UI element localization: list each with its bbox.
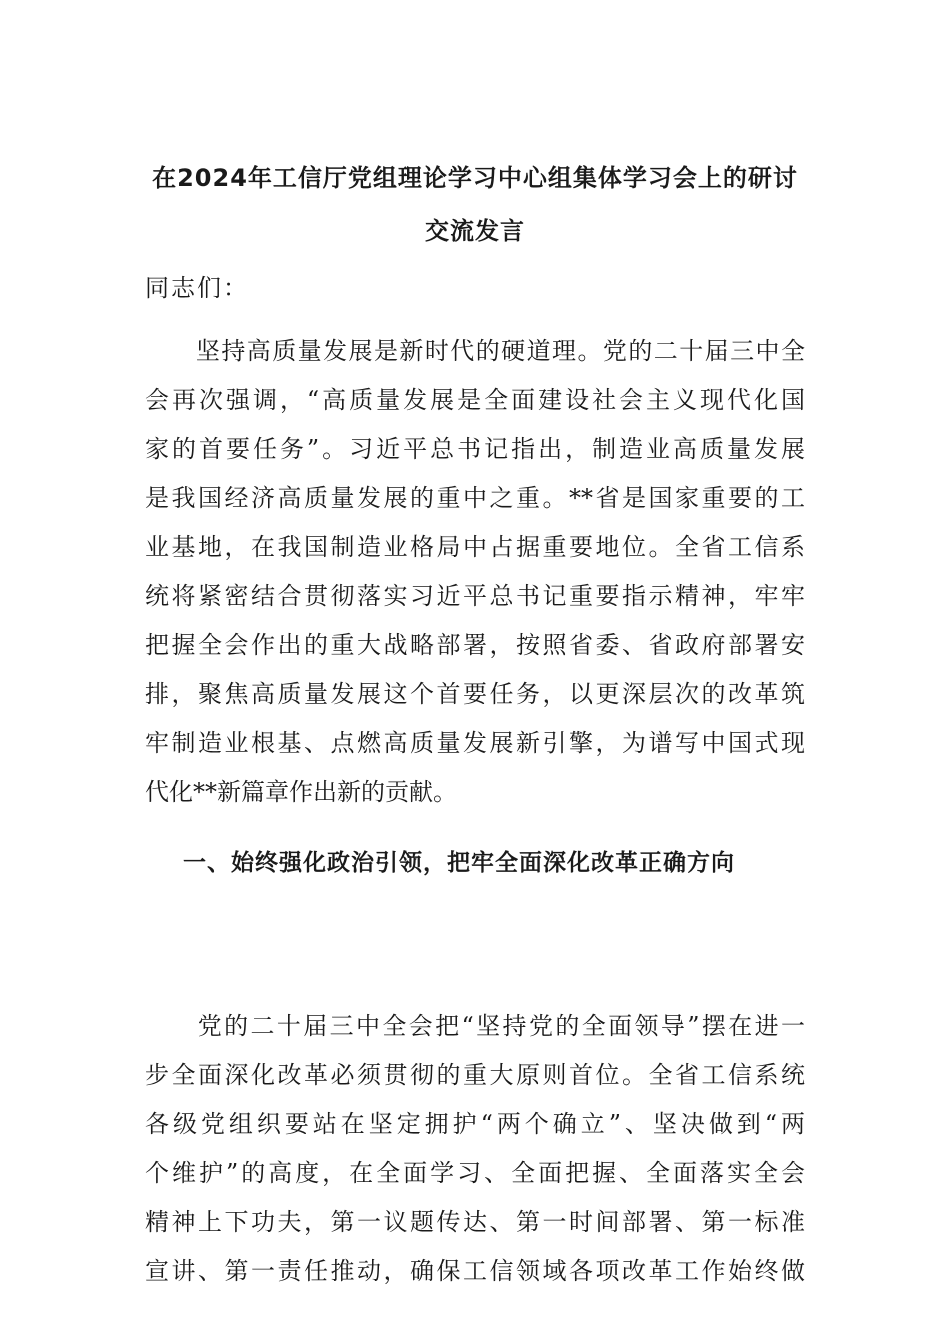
document-title-line-2: 交流发言 — [425, 217, 525, 245]
paragraph-line: 代化**新篇章作出新的贡献。 — [145, 778, 457, 806]
paragraph-line: 牢制造业根基、点燃高质量发展新引擎，为谱写中国式现 — [145, 729, 805, 757]
salutation: 同志们： — [145, 274, 249, 302]
paragraph-line: 排，聚焦高质量发展这个首要任务，以更深层次的改革筑 — [145, 680, 805, 708]
section-heading-1: 一、始终强化政治引领，把牢全面深化改革正确方向 — [183, 850, 735, 876]
paragraph-line: 业基地，在我国制造业格局中占据重要地位。全省工信系 — [145, 533, 805, 561]
paragraph-line: 家的首要任务”。习近平总书记指出，制造业高质量发展 — [145, 435, 805, 463]
paragraph-line: 精神上下功夫，第一议题传达、第一时间部署、第一标准 — [145, 1208, 805, 1236]
paragraph-intro — [145, 327, 805, 817]
document-title-line-1: 在2024年工信厅党组理论学习中心组集体学习会上的研讨 — [152, 164, 798, 192]
paragraph-line: 宣讲、第一责任推动，确保工信领域各项改革工作始终做 — [145, 1257, 805, 1285]
paragraph-line: 把握全会作出的重大战略部署，按照省委、省政府部署安 — [145, 631, 805, 659]
paragraph-line: 各级党组织要站在坚定拥护“两个确立”、坚决做到“两 — [145, 1110, 805, 1138]
paragraph-line: 是我国经济高质量发展的重中之重。**省是国家重要的工 — [145, 484, 805, 512]
paragraph-line: 会再次强调，“高质量发展是全面建设社会主义现代化国 — [145, 386, 805, 414]
paragraph-line: 统将紧密结合贯彻落实习近平总书记重要指示精神，牢牢 — [145, 582, 805, 610]
paragraph-line: 个维护”的高度，在全面学习、全面把握、全面落实全会 — [145, 1159, 805, 1187]
paragraph-line: 坚持高质量发展是新时代的硬道理。党的二十届三中全 — [145, 337, 805, 365]
paragraph-section-1 — [145, 1002, 805, 1296]
paragraph-line: 党的二十届三中全会把“坚持党的全面领导”摆在进一 — [145, 1012, 805, 1040]
paragraph-line: 步全面深化改革必须贯彻的重大原则首位。全省工信系统 — [145, 1061, 805, 1089]
